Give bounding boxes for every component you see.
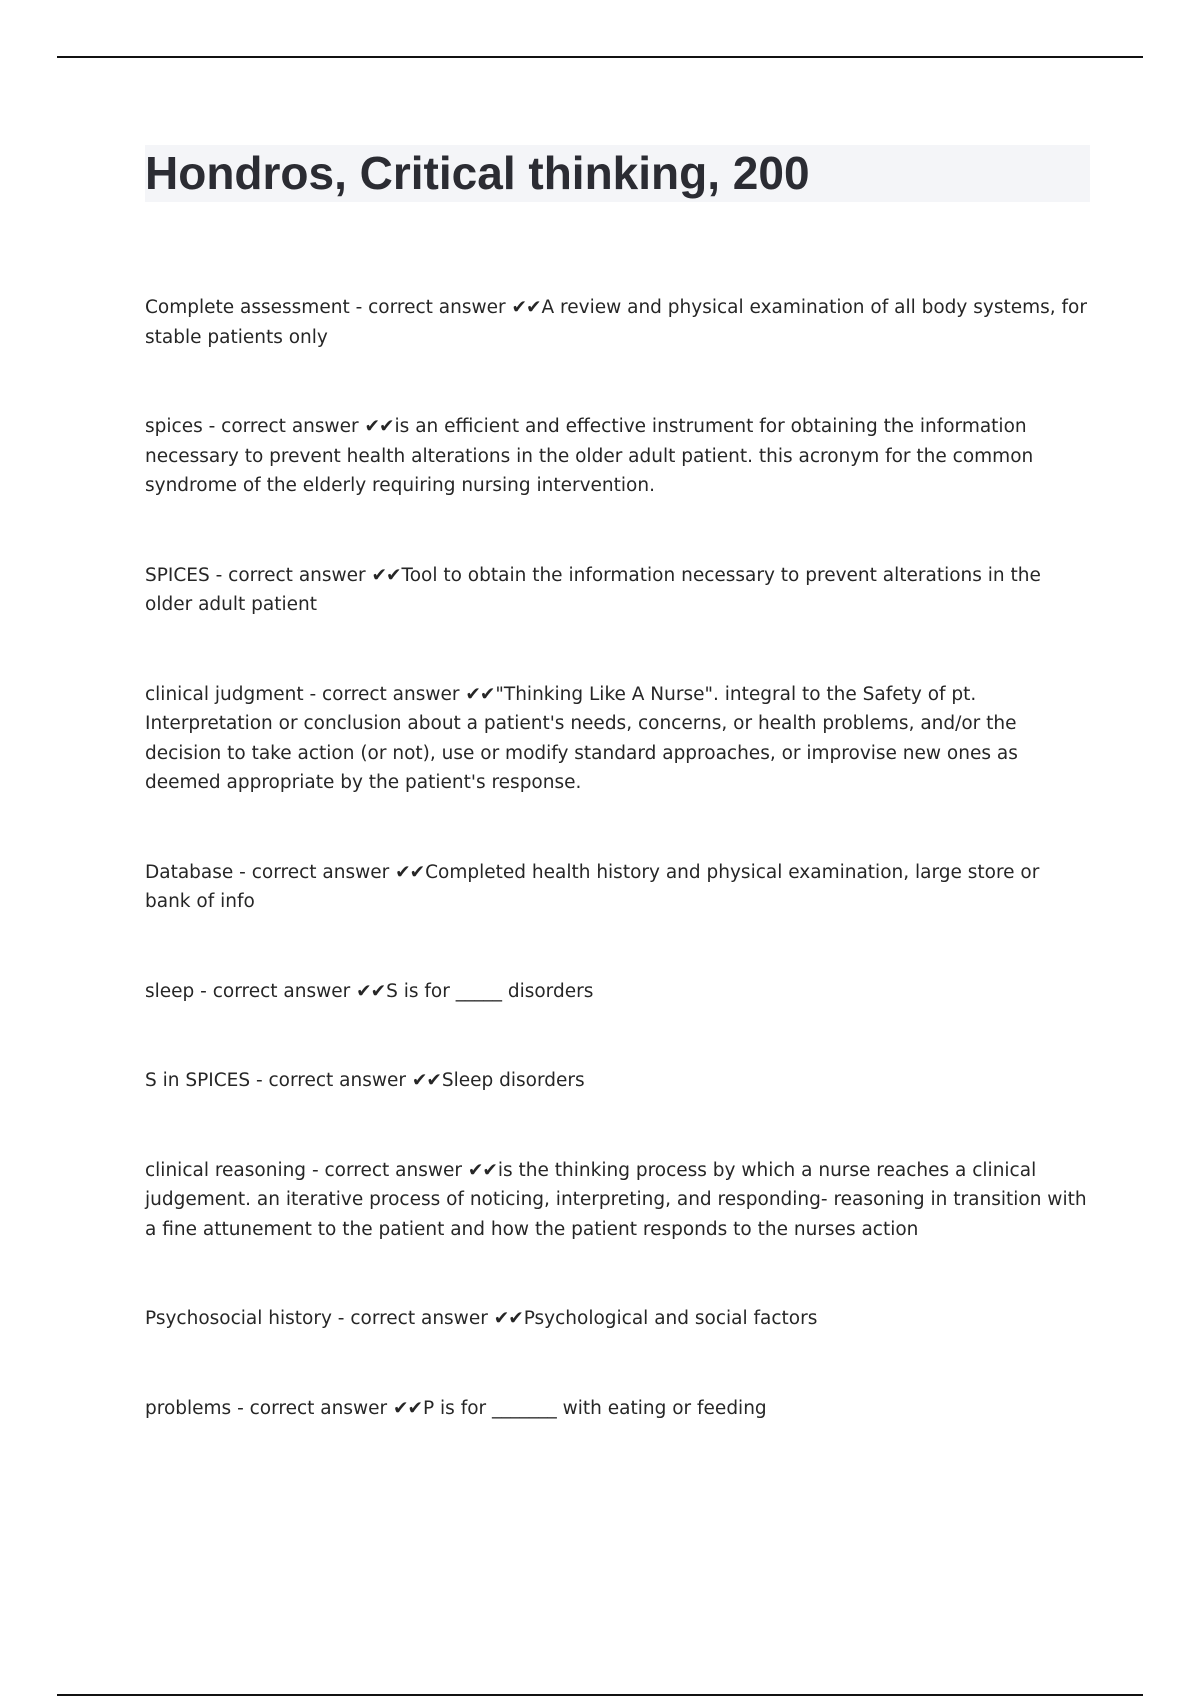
bottom-divider <box>57 1694 1143 1696</box>
entry-separator: - correct answer <box>331 1308 494 1329</box>
flashcard-entry <box>145 1394 1090 1424</box>
entry-definition: is an efficient and effective instrument for obtaining the information necessary to prevent health alterations in the older adult patient. this acronym for the common syndrome of the elderly requiring nursing intervention. <box>145 416 1034 496</box>
entry-separator: - correct answer <box>306 1159 468 1181</box>
flashcard-list <box>145 293 1090 1483</box>
check-mark-icon: ✔✔ <box>392 1397 422 1419</box>
check-mark-icon: ✔✔ <box>493 1308 523 1329</box>
entry-separator: - correct answer <box>202 416 365 437</box>
check-mark-icon: ✔✔ <box>465 683 495 705</box>
flashcard-entry <box>145 680 1090 798</box>
entry-separator: - correct answer <box>303 683 466 705</box>
entry-term: sleep <box>145 980 195 1002</box>
entry-definition: Sleep disorders <box>441 1070 585 1091</box>
check-mark-icon: ✔✔ <box>467 1159 497 1181</box>
entry-definition: Completed health history and physical examination, large store or bank of info <box>145 861 1040 912</box>
flashcard-entry <box>145 858 1090 917</box>
entry-separator: - correct answer <box>209 564 372 586</box>
entry-term: problems <box>145 1397 232 1419</box>
entry-term: SPICES <box>145 564 210 586</box>
check-mark-icon: ✔✔ <box>511 297 541 318</box>
flashcard-entry <box>145 977 1090 1007</box>
entry-separator: - correct answer <box>233 861 396 883</box>
entry-definition: is the thinking process by which a nurse reaches a clinical judgement. an iterative process of noticing, interpreting, and responding- reasoning in transition with a fine attunement to the patient and how the patient responds to the nurses action <box>145 1159 1087 1240</box>
entry-term: Psychosocial history <box>145 1308 332 1329</box>
flashcard-entry <box>145 1066 1090 1096</box>
entry-term: spices <box>145 416 203 437</box>
check-mark-icon: ✔✔ <box>395 861 425 883</box>
entry-definition: Psychological and social factors <box>523 1308 818 1329</box>
entry-separator: - correct answer <box>349 297 512 318</box>
entry-term: clinical reasoning <box>145 1159 307 1181</box>
entry-separator: - correct answer <box>250 1070 412 1091</box>
check-mark-icon: ✔✔ <box>364 416 394 437</box>
entry-definition: Tool to obtain the information necessary to prevent alterations in the older adult patient <box>145 564 1041 615</box>
check-mark-icon: ✔✔ <box>356 980 386 1002</box>
check-mark-icon: ✔✔ <box>411 1070 441 1091</box>
entry-separator: - correct answer <box>194 980 357 1002</box>
top-divider <box>57 56 1143 58</box>
flashcard-entry <box>145 1304 1090 1334</box>
page-title: Hondros, Critical thinking, 200 <box>145 147 810 199</box>
entry-term: Database <box>145 861 234 883</box>
entry-definition: A review and physical examination of all body systems, for stable patients only <box>145 297 1087 348</box>
entry-definition: P is for _______ with eating or feeding <box>423 1397 767 1419</box>
entry-definition: "Thinking Like A Nurse". integral to the Safety of pt. Interpretation or conclusion about a patient's needs, concerns, or health problems, and/or the decision to take action (or not), use or modify standard approaches, or improvise new ones as deemed appropriate by the patient's response. <box>145 683 1018 793</box>
entry-term: clinical judgment <box>145 683 304 705</box>
entry-term: S in SPICES <box>145 1070 251 1091</box>
check-mark-icon: ✔✔ <box>371 564 401 586</box>
flashcard-entry <box>145 412 1090 501</box>
entry-separator: - correct answer <box>231 1397 393 1419</box>
entry-definition: S is for _____ disorders <box>386 980 594 1002</box>
entry-term: Complete assessment <box>145 297 350 318</box>
flashcard-entry <box>145 1156 1090 1245</box>
flashcard-entry <box>145 293 1090 352</box>
flashcard-entry <box>145 561 1090 620</box>
